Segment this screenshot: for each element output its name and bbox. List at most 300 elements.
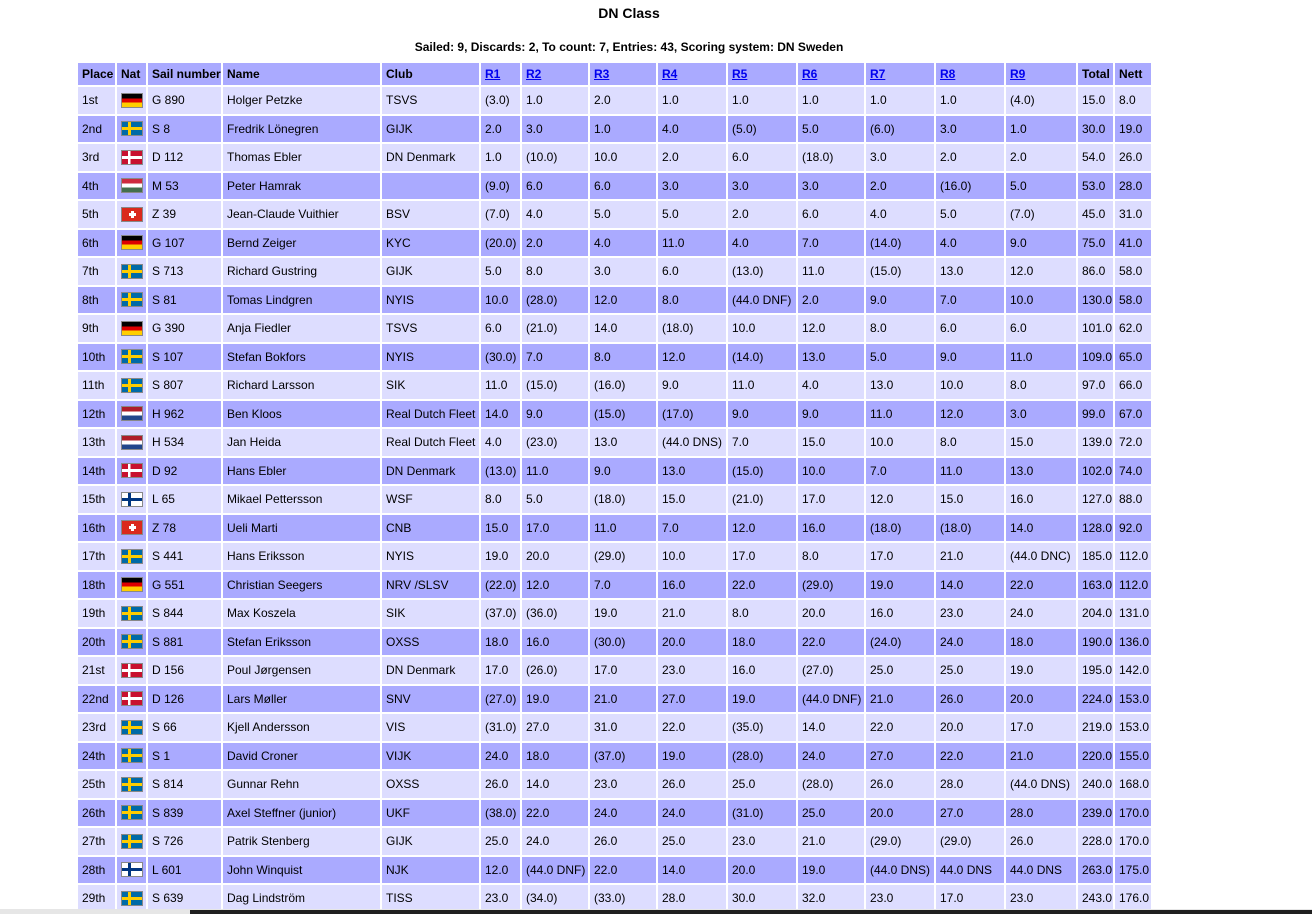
- race-r9-cell: (7.0): [1006, 201, 1076, 228]
- race-r8-cell: 23.0: [936, 600, 1004, 627]
- col-header-sail-number: Sail number: [148, 63, 221, 85]
- race-r3-cell: 1.0: [590, 116, 656, 143]
- race-r2-cell: (23.0): [522, 429, 588, 456]
- race-r9-cell: (44.0 DNS): [1006, 771, 1076, 798]
- race-r8-cell: 22.0: [936, 743, 1004, 770]
- race-r8-cell: 5.0: [936, 201, 1004, 228]
- table-row: [78, 572, 1151, 599]
- place-cell: 22nd: [78, 686, 115, 713]
- race-r6-cell: 19.0: [798, 857, 864, 884]
- nett-cell: 92.0: [1115, 515, 1151, 542]
- race-r3-cell: 4.0: [590, 230, 656, 257]
- col-header-r5: [728, 63, 796, 85]
- race-r4-cell: 23.0: [658, 657, 726, 684]
- race-r3-cell: 2.0: [590, 87, 656, 114]
- race-r4-cell: 27.0: [658, 686, 726, 713]
- race-r4-cell: 8.0: [658, 287, 726, 314]
- race-r4-cell: (17.0): [658, 401, 726, 428]
- sail-number-cell: D 112: [148, 144, 221, 171]
- race-r1-cell: (37.0): [481, 600, 520, 627]
- race-r9-cell: (4.0): [1006, 87, 1076, 114]
- race-r3-cell: 17.0: [590, 657, 656, 684]
- total-cell: 195.0: [1078, 657, 1113, 684]
- race-r3-cell: 13.0: [590, 429, 656, 456]
- race-r6-cell: 14.0: [798, 714, 864, 741]
- race-r3-cell: 31.0: [590, 714, 656, 741]
- table-row: [78, 230, 1151, 257]
- col-header-r7: [866, 63, 934, 85]
- nett-cell: 8.0: [1115, 87, 1151, 114]
- nat-cell: [117, 857, 146, 884]
- race-r7-cell: 10.0: [866, 429, 934, 456]
- club-cell: OXSS: [382, 629, 479, 656]
- race-r7-cell: 13.0: [866, 372, 934, 399]
- race-r8-cell: (18.0): [936, 515, 1004, 542]
- place-cell: 16th: [78, 515, 115, 542]
- race-r6-cell: (29.0): [798, 572, 864, 599]
- nett-cell: 88.0: [1115, 486, 1151, 513]
- race-r6-cell: 21.0: [798, 828, 864, 855]
- name-cell: Ben Kloos: [223, 401, 380, 428]
- race-r4-cell: (44.0 DNS): [658, 429, 726, 456]
- table-row: [78, 515, 1151, 542]
- name-cell: Kjell Andersson: [223, 714, 380, 741]
- club-cell: TSVS: [382, 87, 479, 114]
- col-header-r3: [590, 63, 656, 85]
- race-r1-cell: 17.0: [481, 657, 520, 684]
- race-r7-cell: 26.0: [866, 771, 934, 798]
- race-r8-cell: (29.0): [936, 828, 1004, 855]
- nett-cell: 28.0: [1115, 173, 1151, 200]
- sail-number-cell: S 441: [148, 543, 221, 570]
- race-r8-cell: 2.0: [936, 144, 1004, 171]
- nett-cell: 62.0: [1115, 315, 1151, 342]
- race-r5-cell: (44.0 DNF): [728, 287, 796, 314]
- total-cell: 163.0: [1078, 572, 1113, 599]
- sail-number-cell: S 726: [148, 828, 221, 855]
- race-r6-cell: 22.0: [798, 629, 864, 656]
- name-cell: Christian Seegers: [223, 572, 380, 599]
- nett-cell: 41.0: [1115, 230, 1151, 257]
- table-row: [78, 800, 1151, 827]
- place-cell: 19th: [78, 600, 115, 627]
- race-r8-cell: 26.0: [936, 686, 1004, 713]
- race-r7-cell: 5.0: [866, 344, 934, 371]
- race-r4-cell: 15.0: [658, 486, 726, 513]
- race-r6-cell: 20.0: [798, 600, 864, 627]
- denmark-flag-icon: [121, 691, 143, 706]
- total-cell: 97.0: [1078, 372, 1113, 399]
- sweden-flag-icon: [121, 805, 143, 820]
- race-link-r2[interactable]: R2: [526, 67, 542, 81]
- race-r6-cell: (44.0 DNF): [798, 686, 864, 713]
- club-cell: Real Dutch Fleet: [382, 429, 479, 456]
- race-r8-cell: 4.0: [936, 230, 1004, 257]
- race-link-r1[interactable]: R1: [485, 67, 501, 81]
- race-r1-cell: 19.0: [481, 543, 520, 570]
- race-r6-cell: 3.0: [798, 173, 864, 200]
- race-r9-cell: 3.0: [1006, 401, 1076, 428]
- total-cell: 224.0: [1078, 686, 1113, 713]
- sail-number-cell: S 814: [148, 771, 221, 798]
- sweden-flag-icon: [121, 634, 143, 649]
- race-r2-cell: 9.0: [522, 401, 588, 428]
- place-cell: 17th: [78, 543, 115, 570]
- race-r5-cell: 10.0: [728, 315, 796, 342]
- total-cell: 86.0: [1078, 258, 1113, 285]
- finland-flag-icon: [121, 862, 143, 877]
- sail-number-cell: S 107: [148, 344, 221, 371]
- race-r9-cell: 8.0: [1006, 372, 1076, 399]
- place-cell: 12th: [78, 401, 115, 428]
- race-r2-cell: 12.0: [522, 572, 588, 599]
- race-r5-cell: (14.0): [728, 344, 796, 371]
- race-r2-cell: (36.0): [522, 600, 588, 627]
- race-r2-cell: 16.0: [522, 629, 588, 656]
- table-row: [78, 315, 1151, 342]
- race-r2-cell: 17.0: [522, 515, 588, 542]
- club-cell: NYIS: [382, 344, 479, 371]
- denmark-flag-icon: [121, 463, 143, 478]
- place-cell: 7th: [78, 258, 115, 285]
- nat-cell: [117, 800, 146, 827]
- page-title: DN Class: [598, 5, 660, 21]
- race-r5-cell: 12.0: [728, 515, 796, 542]
- race-r9-cell: 11.0: [1006, 344, 1076, 371]
- race-r9-cell: 15.0: [1006, 429, 1076, 456]
- sail-number-cell: S 844: [148, 600, 221, 627]
- name-cell: Peter Hamrak: [223, 173, 380, 200]
- total-cell: 54.0: [1078, 144, 1113, 171]
- sail-number-cell: S 807: [148, 372, 221, 399]
- race-r2-cell: 27.0: [522, 714, 588, 741]
- race-r3-cell: 10.0: [590, 144, 656, 171]
- race-r4-cell: 12.0: [658, 344, 726, 371]
- race-r4-cell: 24.0: [658, 800, 726, 827]
- total-cell: 30.0: [1078, 116, 1113, 143]
- place-cell: 1st: [78, 87, 115, 114]
- race-r5-cell: (21.0): [728, 486, 796, 513]
- race-r9-cell: 18.0: [1006, 629, 1076, 656]
- sail-number-cell: H 534: [148, 429, 221, 456]
- sweden-flag-icon: [121, 349, 143, 364]
- nat-cell: [117, 486, 146, 513]
- sweden-flag-icon: [121, 292, 143, 307]
- place-cell: 20th: [78, 629, 115, 656]
- race-link-r9[interactable]: R9: [1010, 67, 1026, 81]
- race-r8-cell: 8.0: [936, 429, 1004, 456]
- nat-cell: [117, 201, 146, 228]
- race-r3-cell: 24.0: [590, 800, 656, 827]
- header-row: [78, 63, 1151, 85]
- total-cell: 75.0: [1078, 230, 1113, 257]
- germany-flag-icon: [121, 321, 143, 336]
- race-r9-cell: 6.0: [1006, 315, 1076, 342]
- race-r7-cell: 8.0: [866, 315, 934, 342]
- race-link-r3[interactable]: R3: [594, 67, 610, 81]
- race-r8-cell: 15.0: [936, 486, 1004, 513]
- nat-cell: [117, 657, 146, 684]
- sail-number-cell: S 1: [148, 743, 221, 770]
- race-r3-cell: (15.0): [590, 401, 656, 428]
- race-r8-cell: 1.0: [936, 87, 1004, 114]
- race-r5-cell: 30.0: [728, 885, 796, 912]
- race-r3-cell: 9.0: [590, 458, 656, 485]
- race-r7-cell: 16.0: [866, 600, 934, 627]
- race-r2-cell: (15.0): [522, 372, 588, 399]
- total-cell: 263.0: [1078, 857, 1113, 884]
- race-r1-cell: 2.0: [481, 116, 520, 143]
- race-r8-cell: 7.0: [936, 287, 1004, 314]
- race-r9-cell: 16.0: [1006, 486, 1076, 513]
- race-r8-cell: 17.0: [936, 885, 1004, 912]
- race-r6-cell: 8.0: [798, 543, 864, 570]
- race-r5-cell: 7.0: [728, 429, 796, 456]
- nat-cell: [117, 458, 146, 485]
- nat-cell: [117, 287, 146, 314]
- nett-cell: 26.0: [1115, 144, 1151, 171]
- place-cell: 3rd: [78, 144, 115, 171]
- club-cell: TISS: [382, 885, 479, 912]
- sail-number-cell: M 53: [148, 173, 221, 200]
- nat-cell: [117, 885, 146, 912]
- race-r8-cell: 24.0: [936, 629, 1004, 656]
- nat-cell: [117, 572, 146, 599]
- race-r3-cell: 14.0: [590, 315, 656, 342]
- club-cell: [382, 173, 479, 200]
- race-r6-cell: 12.0: [798, 315, 864, 342]
- total-cell: 243.0: [1078, 885, 1113, 912]
- total-cell: 127.0: [1078, 486, 1113, 513]
- race-r5-cell: 17.0: [728, 543, 796, 570]
- race-r2-cell: (10.0): [522, 144, 588, 171]
- race-r3-cell: 19.0: [590, 600, 656, 627]
- nett-cell: 112.0: [1115, 543, 1151, 570]
- race-r3-cell: 3.0: [590, 258, 656, 285]
- race-r2-cell: 19.0: [522, 686, 588, 713]
- race-r8-cell: (16.0): [936, 173, 1004, 200]
- total-cell: 45.0: [1078, 201, 1113, 228]
- sail-number-cell: G 107: [148, 230, 221, 257]
- nett-cell: 175.0: [1115, 857, 1151, 884]
- race-link-r6[interactable]: R6: [802, 67, 818, 81]
- race-r8-cell: 3.0: [936, 116, 1004, 143]
- race-r7-cell: 20.0: [866, 800, 934, 827]
- place-cell: 21st: [78, 657, 115, 684]
- table-row: [78, 714, 1151, 741]
- race-r7-cell: 3.0: [866, 144, 934, 171]
- race-r3-cell: 5.0: [590, 201, 656, 228]
- race-r5-cell: 20.0: [728, 857, 796, 884]
- sail-number-cell: S 8: [148, 116, 221, 143]
- nat-cell: [117, 116, 146, 143]
- race-r3-cell: (18.0): [590, 486, 656, 513]
- nat-cell: [117, 144, 146, 171]
- sweden-flag-icon: [121, 121, 143, 136]
- nett-cell: 176.0: [1115, 885, 1151, 912]
- sweden-flag-icon: [121, 549, 143, 564]
- club-cell: TSVS: [382, 315, 479, 342]
- race-r1-cell: 12.0: [481, 857, 520, 884]
- col-header-nat: Nat: [117, 63, 146, 85]
- race-r5-cell: 16.0: [728, 657, 796, 684]
- nett-cell: 170.0: [1115, 828, 1151, 855]
- race-r2-cell: 4.0: [522, 201, 588, 228]
- race-r1-cell: 26.0: [481, 771, 520, 798]
- race-r2-cell: 24.0: [522, 828, 588, 855]
- race-r5-cell: (13.0): [728, 258, 796, 285]
- race-r2-cell: (34.0): [522, 885, 588, 912]
- nett-cell: 72.0: [1115, 429, 1151, 456]
- race-r3-cell: (16.0): [590, 372, 656, 399]
- race-r6-cell: 13.0: [798, 344, 864, 371]
- club-cell: GIJK: [382, 258, 479, 285]
- name-cell: Dag Lindström: [223, 885, 380, 912]
- race-r8-cell: 12.0: [936, 401, 1004, 428]
- name-cell: Fredrik Lönegren: [223, 116, 380, 143]
- col-header-club: Club: [382, 63, 479, 85]
- race-r3-cell: (33.0): [590, 885, 656, 912]
- race-r7-cell: (18.0): [866, 515, 934, 542]
- race-r4-cell: 20.0: [658, 629, 726, 656]
- race-r5-cell: (28.0): [728, 743, 796, 770]
- place-cell: 28th: [78, 857, 115, 884]
- col-header-name: Name: [223, 63, 380, 85]
- table-row: [78, 287, 1151, 314]
- nett-cell: 67.0: [1115, 401, 1151, 428]
- race-r3-cell: 11.0: [590, 515, 656, 542]
- race-r8-cell: 10.0: [936, 372, 1004, 399]
- nett-cell: 112.0: [1115, 572, 1151, 599]
- switzerland-flag-icon: [121, 207, 143, 222]
- name-cell: Mikael Pettersson: [223, 486, 380, 513]
- race-r7-cell: (29.0): [866, 828, 934, 855]
- netherlands-flag-icon: [121, 435, 143, 450]
- nett-cell: 168.0: [1115, 771, 1151, 798]
- sail-number-cell: G 890: [148, 87, 221, 114]
- race-r1-cell: 23.0: [481, 885, 520, 912]
- col-header-nett: Nett: [1115, 63, 1151, 85]
- race-r7-cell: (6.0): [866, 116, 934, 143]
- results-table: [76, 61, 1153, 914]
- germany-flag-icon: [121, 577, 143, 592]
- race-r9-cell: 17.0: [1006, 714, 1076, 741]
- race-r2-cell: 22.0: [522, 800, 588, 827]
- race-r6-cell: 25.0: [798, 800, 864, 827]
- race-r7-cell: 19.0: [866, 572, 934, 599]
- race-r6-cell: 5.0: [798, 116, 864, 143]
- table-row: [78, 173, 1151, 200]
- nett-cell: 66.0: [1115, 372, 1151, 399]
- total-cell: 240.0: [1078, 771, 1113, 798]
- race-r2-cell: 14.0: [522, 771, 588, 798]
- race-r6-cell: 10.0: [798, 458, 864, 485]
- race-r1-cell: (3.0): [481, 87, 520, 114]
- table-row: [78, 144, 1151, 171]
- race-r3-cell: 7.0: [590, 572, 656, 599]
- table-row: [78, 87, 1151, 114]
- table-row: [78, 429, 1151, 456]
- club-cell: DN Denmark: [382, 657, 479, 684]
- race-r1-cell: 5.0: [481, 258, 520, 285]
- nett-cell: 58.0: [1115, 258, 1151, 285]
- race-r5-cell: (31.0): [728, 800, 796, 827]
- sail-number-cell: D 126: [148, 686, 221, 713]
- race-link-r5[interactable]: R5: [732, 67, 748, 81]
- sail-number-cell: G 551: [148, 572, 221, 599]
- total-cell: 219.0: [1078, 714, 1113, 741]
- table-row: [78, 629, 1151, 656]
- nat-cell: [117, 230, 146, 257]
- race-r9-cell: 21.0: [1006, 743, 1076, 770]
- race-r6-cell: (27.0): [798, 657, 864, 684]
- club-cell: NYIS: [382, 543, 479, 570]
- nat-cell: [117, 828, 146, 855]
- club-cell: DN Denmark: [382, 458, 479, 485]
- race-r3-cell: 21.0: [590, 686, 656, 713]
- place-cell: 6th: [78, 230, 115, 257]
- table-row: [78, 686, 1151, 713]
- race-link-r7[interactable]: R7: [870, 67, 886, 81]
- taskbar-edge: [190, 910, 1312, 914]
- race-r2-cell: 1.0: [522, 87, 588, 114]
- race-r4-cell: 19.0: [658, 743, 726, 770]
- race-r1-cell: 1.0: [481, 144, 520, 171]
- race-r9-cell: 20.0: [1006, 686, 1076, 713]
- race-r9-cell: 12.0: [1006, 258, 1076, 285]
- table-row: [78, 372, 1151, 399]
- club-cell: GIJK: [382, 116, 479, 143]
- race-link-r8[interactable]: R8: [940, 67, 956, 81]
- sweden-flag-icon: [121, 777, 143, 792]
- race-r9-cell: 2.0: [1006, 144, 1076, 171]
- total-cell: 53.0: [1078, 173, 1113, 200]
- nett-cell: 131.0: [1115, 600, 1151, 627]
- table-row: [78, 543, 1151, 570]
- race-link-r4[interactable]: R4: [662, 67, 678, 81]
- race-r7-cell: 9.0: [866, 287, 934, 314]
- sail-number-cell: S 713: [148, 258, 221, 285]
- name-cell: Ueli Marti: [223, 515, 380, 542]
- race-r4-cell: 26.0: [658, 771, 726, 798]
- nett-cell: 65.0: [1115, 344, 1151, 371]
- race-r3-cell: 22.0: [590, 857, 656, 884]
- race-r7-cell: 4.0: [866, 201, 934, 228]
- place-cell: 24th: [78, 743, 115, 770]
- race-r4-cell: 5.0: [658, 201, 726, 228]
- netherlands-flag-icon: [121, 406, 143, 421]
- race-r1-cell: (13.0): [481, 458, 520, 485]
- name-cell: Axel Steffner (junior): [223, 800, 380, 827]
- sail-number-cell: S 639: [148, 885, 221, 912]
- race-r4-cell: 7.0: [658, 515, 726, 542]
- race-r2-cell: 2.0: [522, 230, 588, 257]
- table-row: [78, 116, 1151, 143]
- name-cell: Hans Eriksson: [223, 543, 380, 570]
- race-r6-cell: 2.0: [798, 287, 864, 314]
- race-r4-cell: 22.0: [658, 714, 726, 741]
- sweden-flag-icon: [121, 748, 143, 763]
- club-cell: CNB: [382, 515, 479, 542]
- race-r8-cell: 11.0: [936, 458, 1004, 485]
- series-summary: Sailed: 9, Discards: 2, To count: 7, Entries: 43, Scoring system: DN Sweden: [414, 40, 844, 54]
- table-row: [78, 258, 1151, 285]
- sail-number-cell: D 156: [148, 657, 221, 684]
- race-r9-cell: 13.0: [1006, 458, 1076, 485]
- sail-number-cell: S 66: [148, 714, 221, 741]
- sail-number-cell: S 81: [148, 287, 221, 314]
- col-header-total: Total: [1078, 63, 1113, 85]
